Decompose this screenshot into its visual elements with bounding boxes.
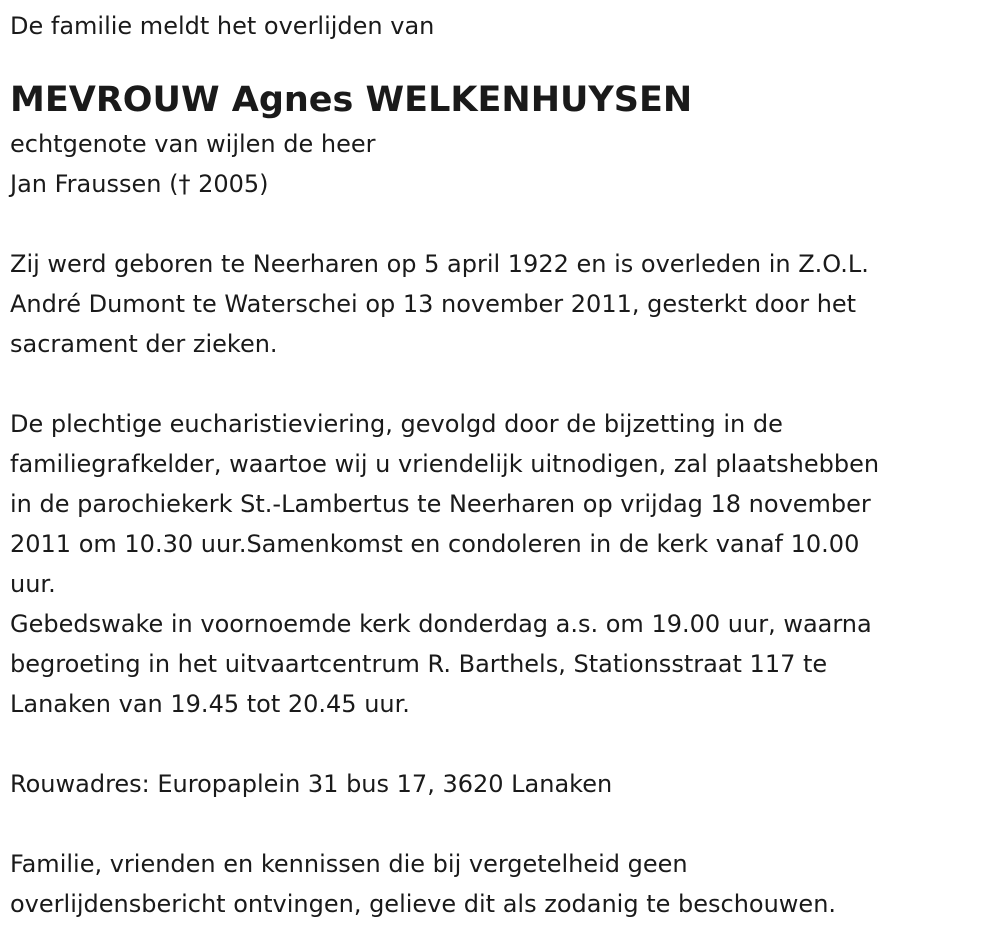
- paragraph-line: Lanaken van 19.45 tot 20.45 uur.: [10, 690, 410, 718]
- paragraph-line: De plechtige eucharistieviering, gevolgd door de bijzetting in de: [10, 410, 783, 438]
- paragraph-line: familiegrafkelder, waartoe wij u vriendelijk uitnodigen, zal plaatshebben: [10, 450, 880, 478]
- obituary-notice: [10, 8, 985, 924]
- deceased-name: MEVROUW Agnes WELKENHUYSEN: [10, 80, 693, 120]
- birth-death-paragraph: [10, 244, 985, 364]
- closing-paragraph: [10, 844, 985, 924]
- spouse-description: echtgenote van wijlen de heer: [10, 130, 376, 158]
- spacer: [10, 724, 985, 764]
- paragraph-line: Gebedswake in voornoemde kerk donderdag a.s. om 19.00 uur, waarna: [10, 610, 872, 638]
- paragraph-line: in de parochiekerk St.-Lambertus te Neerharen op vrijdag 18 november: [10, 490, 871, 518]
- ceremony-paragraph: [10, 404, 985, 724]
- paragraph-line: uur.: [10, 570, 56, 598]
- mourning-address: Rouwadres: Europaplein 31 bus 17, 3620 Lanaken: [10, 770, 613, 798]
- paragraph-line: 2011 om 10.30 uur.Samenkomst en condoleren in de kerk vanaf 10.00: [10, 530, 860, 558]
- spacer: [10, 804, 985, 844]
- spacer: [10, 364, 985, 404]
- paragraph-line: Familie, vrienden en kennissen die bij vergetelheid geen: [10, 850, 688, 878]
- spacer: [10, 204, 985, 244]
- paragraph-line: André Dumont te Waterschei op 13 november 2011, gesterkt door het: [10, 290, 857, 318]
- intro-text: De familie meldt het overlijden van: [10, 12, 435, 40]
- spouse-name: Jan Fraussen (: [10, 170, 179, 198]
- cross-icon: †: [178, 170, 191, 198]
- spouse-name-line: [10, 164, 985, 204]
- paragraph-line: Zij werd geboren te Neerharen op 5 april 1922 en is overleden in Z.O.L.: [10, 250, 869, 278]
- paragraph-line: sacrament der zieken.: [10, 330, 278, 358]
- paragraph-line: begroeting in het uitvaartcentrum R. Barthels, Stationsstraat 117 te: [10, 650, 828, 678]
- paragraph-line: overlijdensbericht ontvingen, gelieve dit als zodanig te beschouwen.: [10, 890, 837, 918]
- spouse-death-year: 2005): [190, 170, 269, 198]
